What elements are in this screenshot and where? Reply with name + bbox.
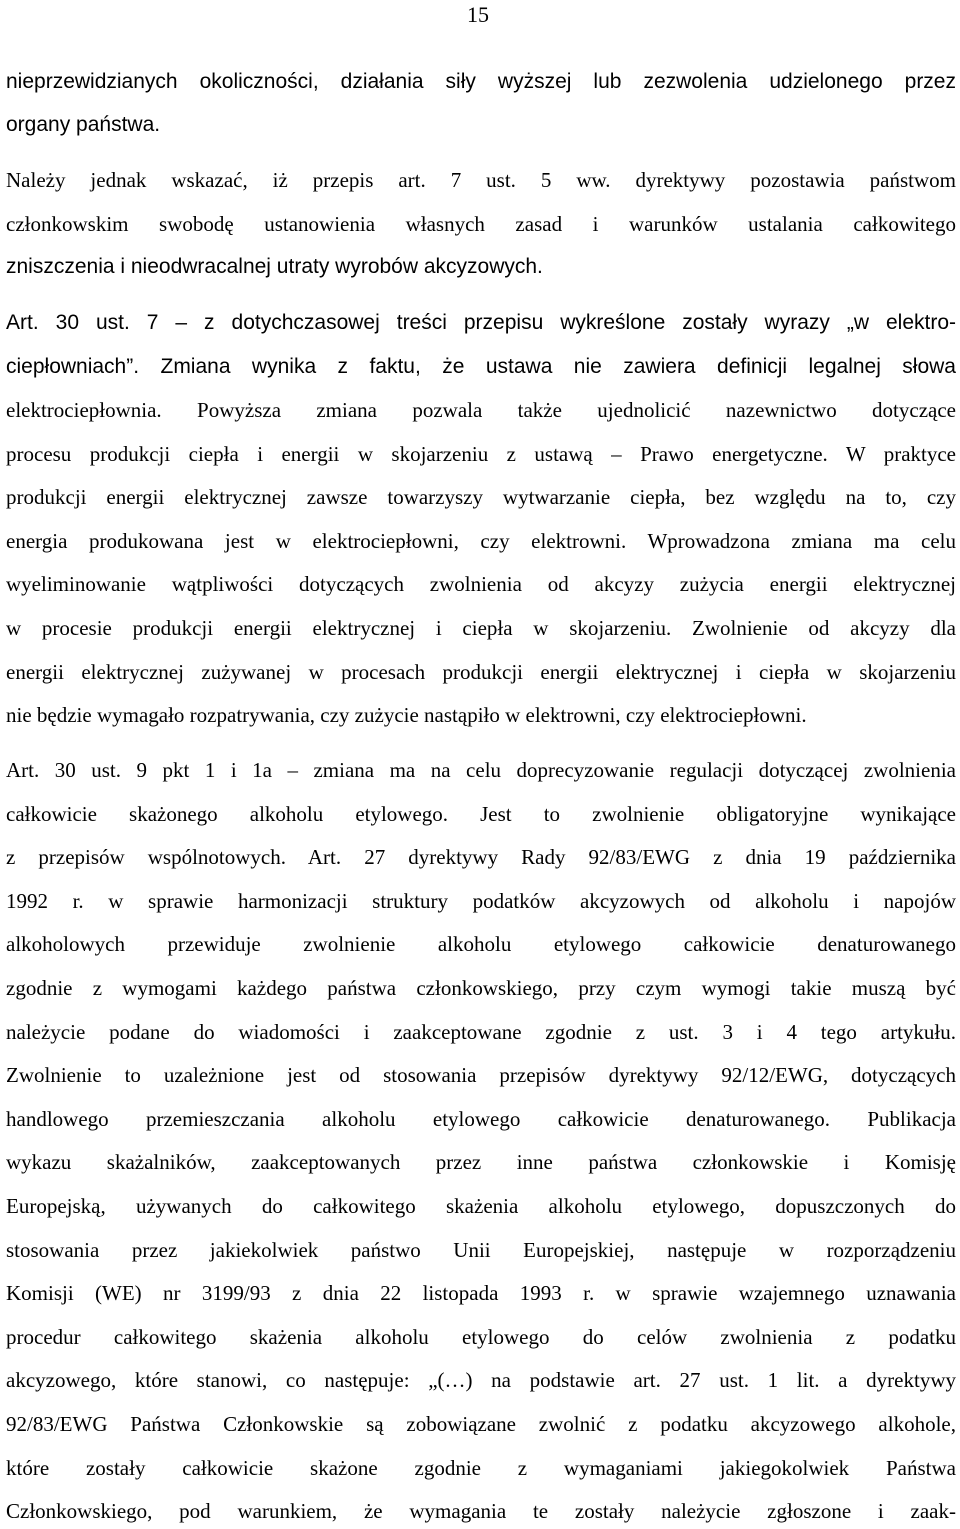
text-line: procedur całkowitego skażenia alkoholu etylowego do celów zwolnienia z podatku [6, 1325, 956, 1349]
text-line: z przepisów wspólnotowych. Art. 27 dyrektywy Rady 92/83/EWG z dnia 19 października [6, 845, 956, 869]
text-line: procesu produkcji ciepła i energii w skojarzeniu z ustawą – Prawo energetyczne. W praktyce [6, 442, 956, 466]
text-line: zgodnie z wymogami każdego państwa członkowskiego, przy czym wymogi takie muszą być [6, 976, 956, 1000]
text-line: które zostały całkowicie skażone zgodnie z wymaganiami jakiegokolwiek Państwa [6, 1456, 956, 1480]
text-line: stosowania przez jakiekolwiek państwo Unii Europejskiej, następuje w rozporządzeniu [6, 1238, 956, 1262]
text-line: zniszczenia i nieodwracalnej utraty wyrobów akcyzowych. [6, 255, 543, 278]
text-line: energii elektrycznej zużywanej w procesach produkcji energii elektrycznej i ciepła w skojarzeniu [6, 660, 956, 684]
text-line: Zwolnienie to uzależnione jest od stosowania przepisów dyrektywy 92/12/EWG, dotyczących [6, 1063, 956, 1087]
text-line: 1992 r. w sprawie harmonizacji struktury podatków akcyzowych od alkoholu i napojów [6, 889, 956, 913]
text-line: nieprzewidzianych okoliczności, działania siły wyższej lub zezwolenia udzielonego przez [6, 70, 956, 93]
text-line: Art. 30 ust. 7 – z dotychczasowej treści przepisu wykreślone zostały wyrazy „w elektro- [6, 311, 956, 334]
text-line: 92/83/EWG Państwa Członkowskie są zobowiązane zwolnić z podatku akcyzowego alkohole, [6, 1412, 956, 1436]
text-line: produkcji energii elektrycznej zawsze towarzyszy wytwarzanie ciepła, bez względu na to, czy [6, 485, 956, 509]
text-line: wyeliminowanie wątpliwości dotyczących zwolnienia od akcyzy zużycia energii elektrycznej [6, 572, 956, 596]
text-line: członkowskim swobodę ustanowienia własnych zasad i warunków ustalania całkowitego [6, 212, 956, 236]
text-line: Europejską, używanych do całkowitego skażenia alkoholu etylowego, dopuszczonych do [6, 1194, 956, 1218]
text-line: Członkowskiego, pod warunkiem, że wymagania te zostały należycie zgłoszone i zaak- [6, 1499, 956, 1523]
text-line: wykazu skażalników, zaakceptowanych przez inne państwa członkowskie i Komisję [6, 1150, 956, 1174]
text-line: energia produkowana jest w elektrociepłowni, czy elektrowni. Wprowadzona zmiana ma celu [6, 529, 956, 553]
page-number: 15 [467, 2, 489, 27]
text-line: nie będzie wymagało rozpatrywania, czy zużycie nastąpiło w elektrowni, czy elektrociepłowni. [6, 703, 807, 727]
text-line: alkoholowych przewiduje zwolnienie alkoholu etylowego całkowicie denaturowanego [6, 932, 956, 956]
text-line: Komisji (WE) nr 3199/93 z dnia 22 listopada 1993 r. w sprawie wzajemnego uznawania [6, 1281, 956, 1305]
text-line: Art. 30 ust. 9 pkt 1 i 1a – zmiana ma na celu doprecyzowanie regulacji dotyczącej zwolnienia [6, 758, 956, 782]
text-line: organy państwa. [6, 113, 161, 136]
text-line: handlowego przemieszczania alkoholu etylowego całkowicie denaturowanego. Publikacja [6, 1107, 956, 1131]
text-line: należycie podane do wiadomości i zaakceptowane zgodnie z ust. 3 i 4 tego artykułu. [6, 1020, 956, 1044]
text-line: elektrociepłownia. Powyższa zmiana pozwala także ujednolicić nazewnictwo dotyczące [6, 398, 956, 422]
text-line: ciepłowniach”. Zmiana wynika z faktu, że ustawa nie zawiera definicji legalnej słowa [6, 355, 956, 378]
text-line: akcyzowego, które stanowi, co następuje: „(…) na podstawie art. 27 ust. 1 lit. a dyrektywy [6, 1368, 956, 1392]
text-line: w procesie produkcji energii elektrycznej i ciepła w skojarzeniu. Zwolnienie od akcyzy dla [6, 616, 956, 640]
text-line: całkowicie skażonego alkoholu etylowego. Jest to zwolnienie obligatoryjne wynikające [6, 802, 956, 826]
text-line: Należy jednak wskazać, iż przepis art. 7 ust. 5 ww. dyrektywy pozostawia państwom [6, 168, 956, 192]
